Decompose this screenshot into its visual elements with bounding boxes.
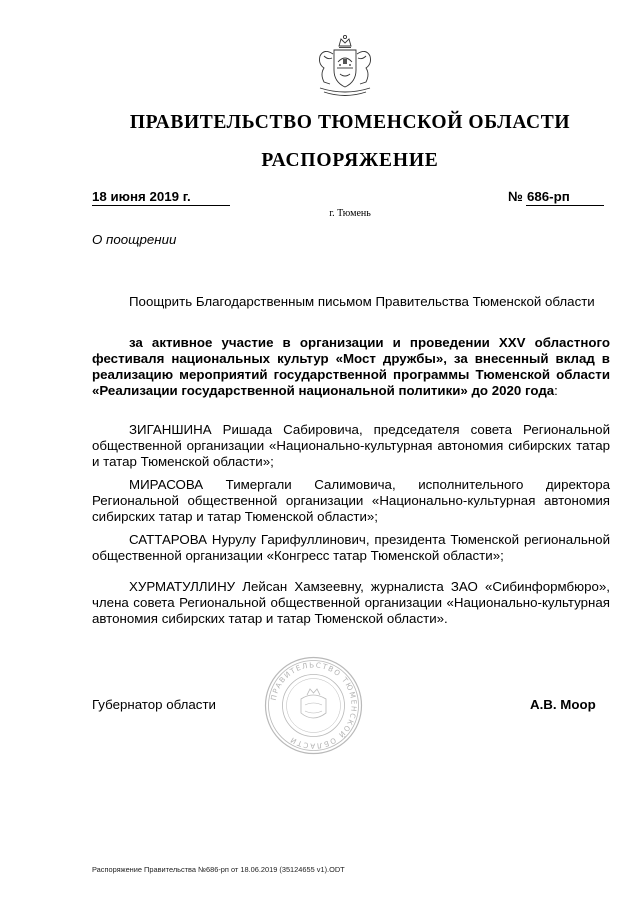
paragraph-6: ХУРМАТУЛЛИНУ Лейсан Хамзеевну, журналиста ЗАО «Сибинформбюро», члена совета Региональной общественной организации «Национально-культурная автономия сибирских татар и татар Тюменской области». — [92, 579, 610, 626]
paragraph-1: Поощрить Благодарственным письмом Правительства Тюменской области — [129, 294, 595, 309]
seal-text: ПРАВИТЕЛЬСТВО ТЮМЕНСКОЙ ОБЛАСТИ — [268, 660, 359, 751]
paragraph-2-bold: за активное участие в организации и проведении XXV областного фестиваля национальных культур «Мост дружбы», за внесенный вклад в реализацию мероприятий государственной программы Тюменской области «Реализации государственной национальной политики» до 2020 года — [92, 335, 610, 398]
number-underline — [526, 205, 604, 206]
document-footer: Распоряжение Правительства №686-рп от 18.06.2019 (35124655 v1).ODT — [92, 865, 345, 874]
paragraph-2-tail: : — [554, 383, 558, 398]
paragraph-4: МИРАСОВА Тимергали Салимовича, исполнительного директора Региональной общественной организации «Национально-культурная автономия сибирских татар и татар Тюменской области»; — [92, 477, 610, 524]
city: г. Тюмень — [329, 208, 371, 219]
paragraph-5: САТТАРОВА Нурулу Гарифуллинович, президента Тюменской региональной общественной организации «Конгресс татар Тюменской области»; — [92, 532, 610, 563]
government-title: ПРАВИТЕЛЬСТВО ТЮМЕНСКОЙ ОБЛАСТИ — [129, 112, 571, 133]
document-type: РАСПОРЯЖЕНИЕ — [261, 150, 439, 171]
date-underline — [92, 205, 230, 206]
coat-of-arms-icon — [310, 32, 380, 100]
paragraph-3: ЗИГАНШИНА Ришада Сабировича, председателя совета Региональной общественной организации «Национально-культурная автономия сибирских татар и татар Тюменской области»; — [92, 422, 610, 469]
document-date: 18 июня 2019 г. — [92, 189, 191, 204]
number-label: № — [508, 189, 523, 204]
document-number: 686-рп — [527, 189, 570, 204]
document-subject: О поощрении — [92, 232, 177, 247]
paragraph-2 — [92, 335, 610, 399]
signatory-name: А.В. Моор — [530, 697, 596, 712]
signatory-position: Губернатор области — [92, 697, 216, 712]
official-seal-icon — [263, 655, 364, 756]
